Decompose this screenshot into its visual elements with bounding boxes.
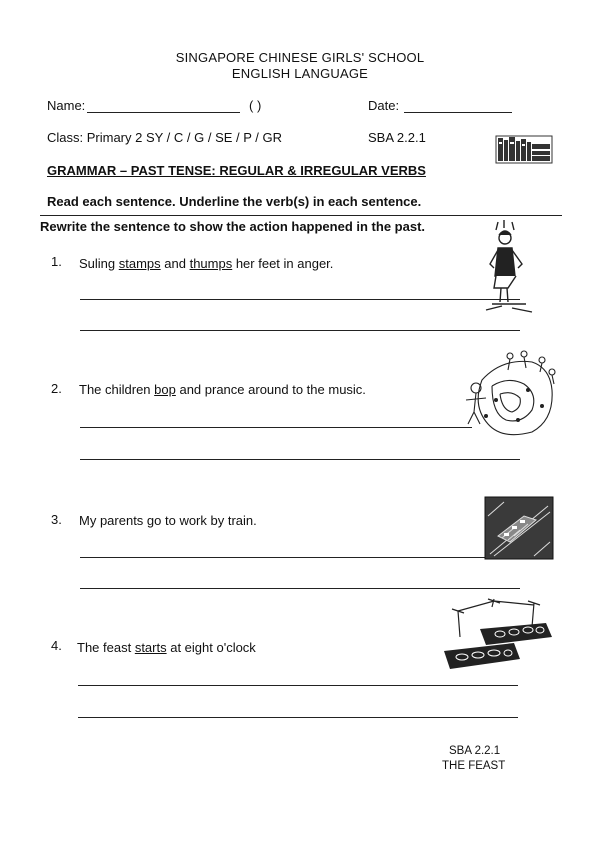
answer-line[interactable] — [80, 299, 520, 300]
register-number-field[interactable]: ( ) — [249, 98, 262, 113]
answer-line[interactable] — [78, 685, 518, 686]
subject-title: ENGLISH LANGUAGE — [231, 66, 369, 81]
train-clipart-icon — [484, 496, 554, 560]
name-label: Name: — [47, 98, 86, 113]
question-number: 3. — [51, 512, 62, 527]
dancing-children-clipart-icon — [462, 350, 562, 440]
name-field[interactable] — [87, 112, 240, 113]
answer-line[interactable] — [78, 717, 518, 718]
question-sentence: Suling stamps and thumps her feet in anger. — [79, 256, 334, 271]
instruction-rewrite: Rewrite the sentence to show the action happened in the past. — [40, 219, 426, 234]
topic-heading: GRAMMAR – PAST TENSE: REGULAR & IRREGULAR VERBS — [47, 163, 426, 178]
class-label: Class: Primary 2 SY / C / G / SE / P / GR — [47, 130, 283, 145]
question-number: 4. — [51, 638, 62, 653]
divider — [40, 215, 562, 216]
answer-line[interactable] — [80, 459, 520, 460]
date-field[interactable] — [404, 112, 512, 113]
books-clipart-icon — [495, 128, 553, 164]
worksheet-code: SBA 2.2.1 — [368, 130, 426, 145]
answer-line[interactable] — [80, 330, 520, 331]
footer-title: THE FEAST — [442, 760, 506, 772]
instruction-underline: Read each sentence. Underline the verb(s) in each sentence. — [47, 194, 422, 209]
school-name: SINGAPORE CHINESE GIRLS' SCHOOL — [175, 50, 425, 65]
answer-line[interactable] — [80, 427, 472, 428]
question-number: 1. — [51, 254, 62, 269]
date-label: Date: — [368, 98, 400, 113]
answer-line[interactable] — [80, 557, 520, 558]
feast-dishes-clipart-icon — [440, 597, 556, 671]
footer-code: SBA 2.2.1 — [449, 745, 501, 757]
question-sentence: The feast starts at eight o'clock — [77, 640, 256, 655]
question-sentence: The children bop and prance around to the music. — [79, 382, 366, 397]
question-number: 2. — [51, 381, 62, 396]
answer-line[interactable] — [80, 588, 520, 589]
angry-girl-clipart-icon — [482, 218, 538, 320]
question-sentence: My parents go to work by train. — [79, 513, 257, 528]
